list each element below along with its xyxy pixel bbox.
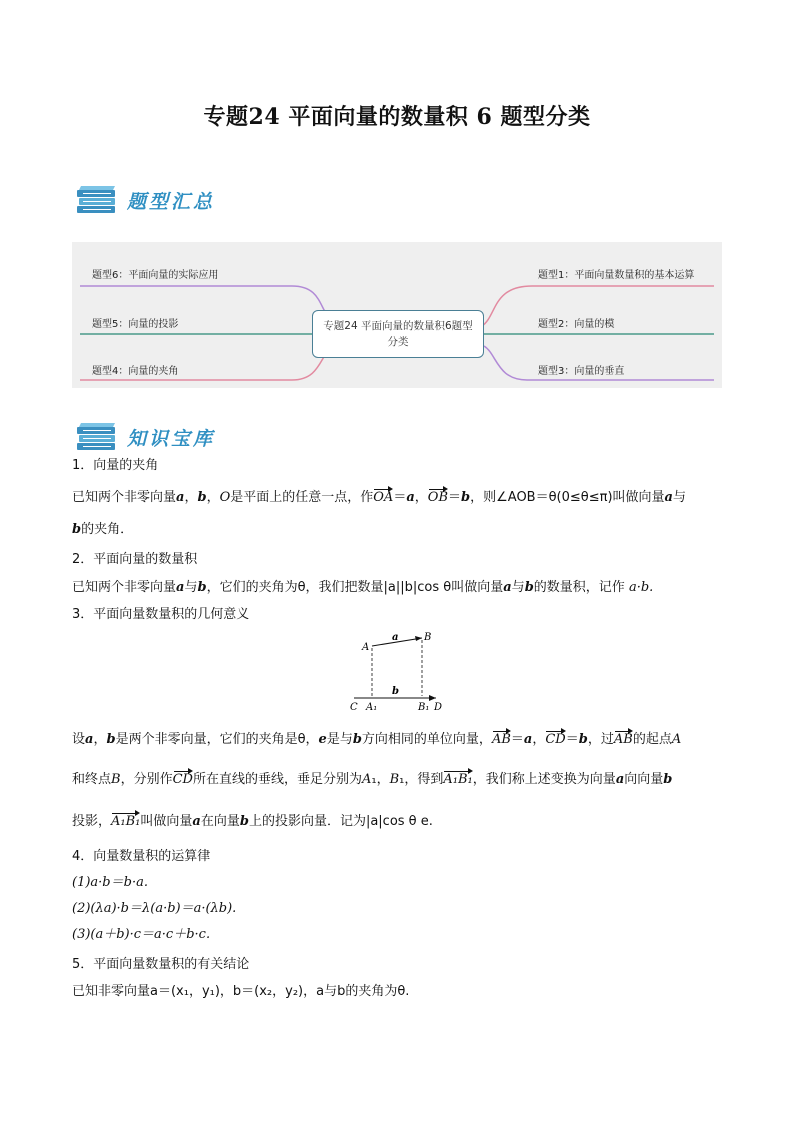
heading-5: 5．平面向量数量积的有关结论 [72, 957, 250, 972]
label-C: C [350, 702, 358, 713]
mindmap-node-2: 题型2：向量的模 [538, 319, 615, 330]
section-header-knowledge [75, 420, 215, 454]
paragraph-1: 已知两个非零向量a，b，O是平面上的任意一点，作OA＝a，OB＝b，则∠AOB＝θ(0≤θ≤π)叫做向量a与 [72, 488, 722, 508]
books-icon [75, 184, 119, 216]
paragraph-3-line3: 投影，A₁B₁叫做向量a在向量b上的投影向量．记为|a|cos θ e. [72, 812, 722, 832]
label-B1: B₁ [418, 702, 430, 713]
section-label: 题型汇总 [127, 190, 216, 213]
mindmap-center: 专题24 平面向量的数量积6题型分类 [312, 310, 484, 358]
mindmap-node-6: 题型6：平面向量的实际应用 [92, 270, 219, 281]
label-a: a [392, 632, 399, 643]
label-B: B [424, 632, 432, 643]
mindmap-node-5: 题型5：向量的投影 [92, 319, 179, 330]
paragraph-1-cont: b的夹角． [72, 522, 134, 537]
law-2: (2)(λa)·b＝λ(a·b)＝a·(λb). [72, 901, 237, 916]
section-header-summary [75, 183, 215, 217]
section-label: 知识宝库 [127, 427, 216, 450]
label-A: A [362, 642, 370, 653]
heading-4: 4．向量数量积的运算律 [72, 849, 211, 864]
mindmap-node-4: 题型4：向量的夹角 [92, 366, 179, 377]
paragraph-3-line2: 和终点B，分别作CD所在直线的垂线，垂足分别为A₁，B₁，得到A₁B₁，我们称上述变换为向量a向向量b [72, 770, 722, 790]
paragraph-2: 已知两个非零向量a与b，它们的夹角为θ，我们把数量|a||b|cos θ叫做向量a与b的数量积，记作 a·b. [72, 580, 654, 595]
books-icon [75, 421, 119, 453]
heading-3: 3．平面向量数量积的几何意义 [72, 607, 250, 622]
label-A1: A₁ [366, 702, 378, 713]
mindmap-node-3: 题型3：向量的垂直 [538, 366, 625, 377]
mindmap [72, 242, 722, 388]
page-title: 专题24 平面向量的数量积 6 题型分类 [203, 104, 591, 130]
law-3: (3)(a＋b)·c＝a·c＋b·c. [72, 927, 211, 942]
label-b: b [392, 686, 399, 697]
mindmap-node-1: 题型1：平面向量数量积的基本运算 [538, 270, 695, 281]
label-D: D [434, 702, 443, 713]
heading-2: 2．平面向量的数量积 [72, 552, 198, 567]
law-1: (1)a·b＝b·a. [72, 875, 148, 890]
projection-diagram [340, 628, 460, 714]
paragraph-3: 设a，b是两个非零向量，它们的夹角是θ，e是与b方向相同的单位向量，AB＝a，CD＝b，过AB的起点A [72, 730, 722, 750]
heading-1: 1．向量的夹角 [72, 458, 159, 473]
paragraph-5: 已知非零向量a＝(x₁，y₁)，b＝(x₂，y₂)，a与b的夹角为θ. [72, 984, 410, 999]
